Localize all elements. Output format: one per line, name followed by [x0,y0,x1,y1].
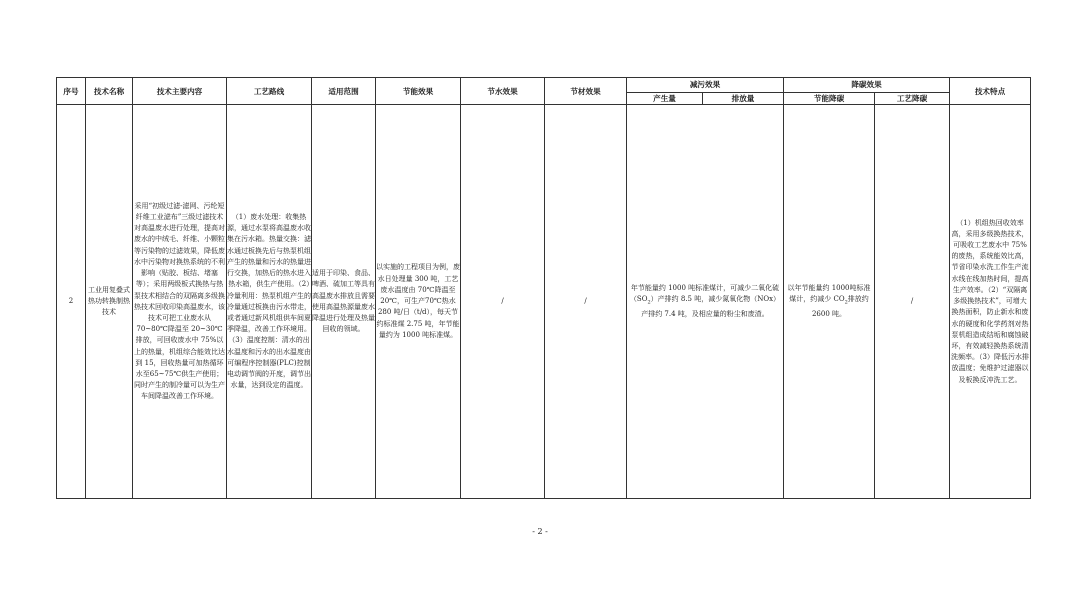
cell-material: / [545,105,627,499]
header-name: 技术名称 [86,78,133,105]
pollution-text-b: ）产排约 8.5 吨，减少氮氧化物（NOx）产排约 7.4 吨，及相应量的粉尘和废渣。 [641,295,781,318]
header-carbon-energy: 节能降碳 [784,93,875,105]
header-carbon-process: 工艺降碳 [875,93,950,105]
header-pollution: 减污效果 [627,78,784,93]
cell-process: （1）废水处理：收集热源，通过水泵将高温废水收集在污水箱。热量交换：滤水通过板换先后与热泵机组产生的热量和污水的热量进行交换，加热后的热水进入热水箱，供生产使用。（2）冷量利用：热泵机组产生的冷量通过板换由污水带走，或者通过新风机组供车间夏季降温，改善工作环境用。（3）温度控制：清水的出水温度和污水的出水温度由可编程序控制器(PLC)控制电动调节阀的开度，调节出水量，达到设定的温度。 [227,105,312,499]
table-row [57,105,1031,499]
header-water: 节水效果 [461,78,545,105]
carbon-text-a: 以年节能量约 1000吨标准煤计，约减少 CO [787,284,871,304]
header-process: 工艺路线 [227,78,312,105]
pollution-subscript: 2 [647,299,651,306]
carbon-subscript: 2 [844,299,848,306]
cell-name: 工业用复叠式热功转换制热技术 [86,105,133,499]
header-pollution-emit: 排放量 [703,93,784,105]
pollution-text-a: 年节能量约 1000 吨标准煤计，可减少二氧化硫（SO [629,284,780,304]
header-carbon: 降碳效果 [784,78,950,93]
technology-table [56,77,1031,499]
cell-content: 采用“初级过滤-滤网、污纶短纤维工业滤布”三级过滤技术对高温废水进行处理，提高对废水的中绒毛、纤维、小颗粒等污染物的过滤效果，降低废水中污染物对换热系统的不利影响（贴胶、板结、堵塞等）；采用两级板式换热与热泵技术相结合的双隔离多级换热技术回收印染高温废水，该技术可把工业废水从 70~80℃降温至 20~30℃排放，可回收废水中 75%以上的热量，机组综合能效比达到 15，回收热量可加热循环水至65~75℃供生产使用；同时产生的制冷量可以为生产车间降温改善工作环境。 [133,105,227,499]
cell-scope: 适用于印染、食品、啤酒、硫加工等具有高温废水排放且需要使用高温热源量废水降温进行处理及热量回收的领域。 [312,105,376,499]
header-content: 技术主要内容 [133,78,227,105]
cell-features: （1）机组热回收效率高，采用多级换热技术，可吸收工艺废水中 75%的废热，系统能效比高，节省印染水洗工作生产流水线在线加热时间，提高生产效率。（2）“双隔离多级换热技术”，可增大换热面积，防止新水和废水的硬度和化学药剂对热泵机组造成结垢和腐蚀破坏，有效减轻换热系统清洗频率。（3）降低污水排放温度；免维护过滤器以及板换反冲洗工艺。 [950,105,1031,499]
header-features: 技术特点 [950,78,1031,105]
header-pollution-gen: 产生量 [627,93,703,105]
header-material: 节材效果 [545,78,627,105]
header-scope: 适用范围 [312,78,376,105]
cell-pollution [627,105,784,499]
carbon-text-b: 排放约 2600 吨。 [811,295,869,318]
header-row-1 [57,78,1031,93]
cell-water: / [461,105,545,499]
page-number: - 2 - [532,527,548,536]
cell-carbon-process: / [875,105,950,499]
header-seq: 序号 [57,78,86,105]
cell-carbon-energy [784,105,875,499]
header-energy: 节能效果 [376,78,461,105]
cell-seq: 2 [57,105,86,499]
cell-energy: 以实施的工程项目为例，废水日处理量 300 吨，工艺废水温度由 70℃降温至 20℃，可生产70℃热水 280 吨/日（t/d），每天节约标准煤 2.75 吨，年节能量约为 1000 吨标准煤。 [376,105,461,499]
